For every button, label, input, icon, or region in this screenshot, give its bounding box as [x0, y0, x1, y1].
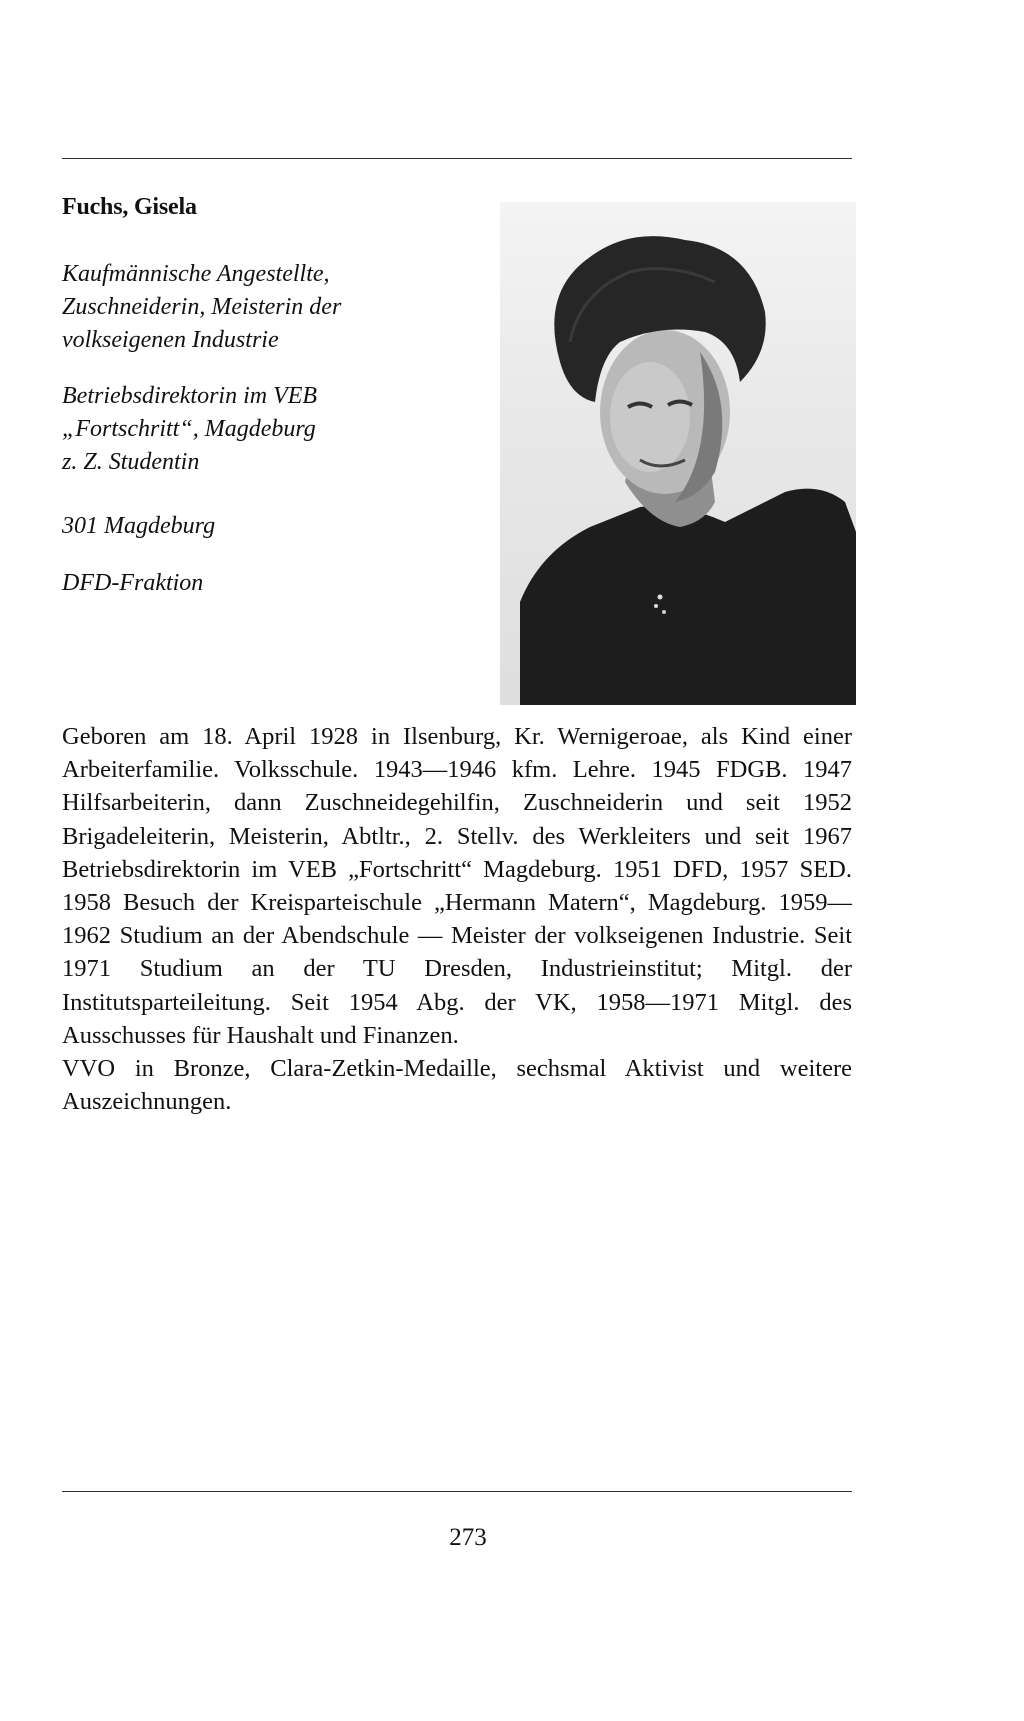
position-line: Betriebsdirektorin im VEB [62, 383, 318, 409]
occupation-line: Kaufmännische Angestellte, [62, 261, 330, 287]
bottom-rule [62, 1491, 852, 1492]
awards-text: VVO in Bronze, Clara-Zetkin-Medaille, sechsmal Aktivist und weitere Auszeichnungen. [62, 1055, 852, 1116]
occupation-line: volkseigenen Industrie [62, 327, 279, 353]
person-name: Fuchs, Gisela [62, 194, 197, 220]
biography-section [62, 720, 852, 1118]
top-rule [62, 158, 852, 159]
biography-text: Geboren am 18. April 1928 in Ilsenburg, Kr. Wernigeroae, als Kind einer Arbeiterfamilie. Volksschule. 1943—1946 kfm. Lehre. 1945 FDGB. 1947 Hilfsarbeiterin, dann Zuschneidegehilfin, Zuschneiderin und seit 1952 Brigadeleiterin, Meisterin, Abtltr., 2. Stellv. des Werkleiters und seit 1967 Betriebsdirektorin im VEB „Fortschritt“ Magdeburg. 1951 DFD, 1957 SED. 1958 Besuch der Kreisparteischule „Hermann Matern“, Magdeburg. 1959—1962 Studium an der Abendschule — Meister der volkseigenen Industrie. Seit 1971 Studium an der TU Dresden, Industrieinstitut; Mitgl. der Institutsparteileitung. Seit 1954 Abg. der VK, 1958—1971 Mitgl. des Ausschusses für Haushalt und Finanzen. [62, 723, 852, 1049]
position-line: z. Z. Studentin [62, 449, 200, 475]
position-block [62, 380, 482, 479]
address-text: 301 Magdeburg [62, 513, 216, 539]
occupation-block [62, 258, 482, 357]
page-number: 273 [449, 1524, 487, 1551]
address [62, 510, 482, 543]
portrait-illustration [500, 202, 856, 705]
occupation-line: Zuschneiderin, Meisterin der [62, 294, 342, 320]
portrait-photo [500, 202, 856, 705]
position-line: „Fortschritt“, Magdeburg [62, 416, 316, 442]
faction [62, 567, 482, 600]
faction-text: DFD-Fraktion [62, 570, 204, 596]
